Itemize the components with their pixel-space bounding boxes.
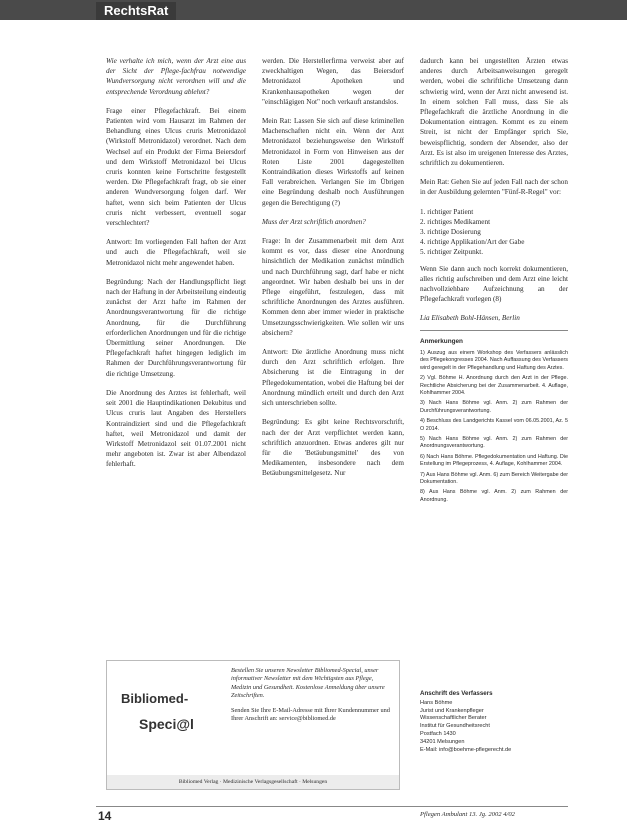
divider xyxy=(420,330,568,331)
notes-heading: Anmerkungen xyxy=(420,337,463,345)
author-line: Wissenschaftlicher Berater xyxy=(420,715,487,722)
page-number: 14 xyxy=(98,809,112,823)
paragraph: Begründung: Es gibt keine Rechtsvorschrift, nach der der Arzt verpflichtet werden kann, schriftlich anzuordnen. Etwas anderes gilt nur für die 'Betäubungsmittel' des von Medikamenten, insbesondere nach dem Betäubungsmittelgesetz. Nur xyxy=(262,418,404,478)
column-2 xyxy=(262,56,404,488)
list-item: 5. richtiger Zeitpunkt. xyxy=(420,248,484,257)
author-line: Jurist und Krankenpfleger xyxy=(420,707,484,714)
paragraph: werden. Die Herstellerfirma verweist aber auf zweckhaltigen Wegen, das Beiersdorf Metronidazol Apotheken und Krankenhausapotheken wegen der "einschlägigen Not" noch verkauft anstandslos. xyxy=(262,57,404,106)
author-line: Hans Böhme xyxy=(420,699,453,706)
list-item: 1. richtiger Patient xyxy=(420,207,474,216)
bibliomed-special-logo xyxy=(117,679,207,749)
logo-text-bottom: Speci@l xyxy=(139,716,194,732)
paragraph: Frage: In der Zusammenarbeit mit dem Arzt kommt es vor, dass dieser eine Anordnung hinsichtlich der Medikation zunächst mündlich und nach Durchführung sagt, darf habe er nicht angeordnet. Wir haben deshalb bei uns in der Pflege eingeführt, festzulegen, dass mit schriftliche Anordnungen des Arztes ausführen. Kommen denn aber immer wieder in praktische Umsetzungsschwierigkeiten. Wie sollen wir uns absichern? xyxy=(262,237,404,337)
list-item: 4. richtige Applikation/Art der Gabe xyxy=(420,238,525,247)
note-item: 1) Auszug aus einem Workshop des Verfassers anlässlich des Pflegekongresses 2004. Nach Auffassung des Verfassers wird geregelt in der Pflegehandlung und Haftung des Arztes. xyxy=(420,349,568,371)
journal-reference: Pflegen Ambulant 13. Jg. 2002 4/02 xyxy=(420,811,515,818)
author-line: 34201 Melsungen xyxy=(420,738,465,745)
paragraph: Frage einer Pflegefachkraft. Bei einem Patienten wird vom Hausarzt im Rahmen der Behandlung eines Ulcus cruris Metronidazol (Wirkstoff Metronidazol) verordnet. Nach dem Wechsel auf ein Produkt der Firma Beiersdorf und dem Wirkstoff Metronidazol bei Ulcus cruris konnten keine Fortschritte festgestellt werden. Die Pflegefachkraft fragt, ob sie einer anderen Wundversorgung folgen darf. Wer haftet, wenn sich beim Patienten der Ulcus cruris nicht verbessert, eventuell sogar verschlechtert? xyxy=(106,106,246,228)
author-line: Postfach 1430 xyxy=(420,730,456,737)
question-intro: Wie verhalte ich mich, wenn der Arzt eine aus der Sicht der Pflege-fachfrau notwendige Wundversorgung nicht verordnen will und die entsprechende Verordnung ablehnt? xyxy=(106,57,246,96)
notes-list xyxy=(420,350,568,504)
note-item: 4) Beschluss des Landgerichts Kassel vom 06.05.2001, Az. 5 O 2014. xyxy=(420,418,568,432)
section-title: RechtsRat xyxy=(96,2,176,20)
column-3 xyxy=(420,56,568,507)
note-item: 5) Nach Hans Böhme vgl. Anm. 2) zum Rahmen der Anordnungsverantwortung. xyxy=(420,435,568,450)
note-item: 2) Vgl. Böhme H. Anordnung durch den Arzt in der Pflege. Rechtliche Absicherung bei der Zusammenarbeit. 4. Auflage, Kohlhammer 2004. xyxy=(420,375,568,396)
note-item: 6) Nach Hans Böhme. Pflegedokumentation und Haftung. Die Erstellung im Pflegeprozess, 4. Auflage, Kohlhammer 2004. xyxy=(420,453,568,468)
paragraph: Begründung: Nach der Handlungspflicht liegt nach der Haftung in der Arbeitsteilung eindeutig zunächst der Arzt hafte im Rahmen der Anordnungsverantwortung für die richtige Anordnung, für die Durchführung erforderlichen Anordnungen und für die richtige Übermittlung seiner Anordnungen. Die Pflegefachkraft haftet hingegen lediglich im Rahmen der Durchführungsverantwortung für die richtige Umsetzung. xyxy=(106,277,246,378)
paragraph: Mein Rat: Gehen Sie auf jeden Fall nach der schon in der Ausbildung gelernten "Fünf-R-Regel" vor: xyxy=(420,178,568,197)
paragraph: dadurch kann bei ungestellten Ärzten etwas anderes durch Arbeitsanweisungen geregelt werden, wobei die schriftliche Umsetzung dann schwierig wird, wenn der Arzt nicht anwesend ist. In einem solchen Fall muss, dass Sie als Pflegefachkraft die ärztliche Anordnung in die Dokumentation eintragen. Kommt es zu einem Streit, ist nicht der Empfänger sprich Sie, beweispflichtig, sondern der Absender, also der Arzt. Es ist also im ureigenen Interesse des Arztes, schriftlich zu dokumentieren. xyxy=(420,57,568,168)
paragraph: Mein Rat: Lassen Sie sich auf diese kriminellen Machenschaften nicht ein. Wenn der Arzt Metronidazol beziehungsweise den Wirkstoff Metronidazol in Form von Hinweisen aus der Roten Liste 2001 dagegestellten Kontraindikation dieses Wirkstoffs auf keinen Fall verabreichen. Verlangen Sie im Übrigen eine Begründung deshalb noch Ausführungen gegen die Berechtigung (?) xyxy=(262,117,404,207)
paragraph: Die Anordnung des Arztes ist fehlerhaft, weil seit 2001 die Hauptindikationen Dekubitus und Ulcus cruris laut Angaben des Herstellers Kontraindiziert sind und die Pflegefachkraft haftet, weil Metronidazol und damit der Wirkstoff Metronidazol seit 01.07.2001 nicht mehr angeboten ist. Zwar ist aber Albendazol fehlerhaft. xyxy=(106,388,246,469)
paragraph: Antwort: Die ärztliche Anordnung muss nicht durch den Arzt schriftlich erfolgen. Ihre Absicherung ist die Eintragung in der Pflegedokumentation, wobei die Haftung bei der Anordnung mündlich erteilt und durch den Arzt sich unterschrieben sollte. xyxy=(262,348,404,408)
author-signature: Lia Elisabeth Bohl-Hänsen, Berlin xyxy=(420,314,520,323)
ad-text xyxy=(231,667,393,723)
note-item: 3) Nach Hans Böhme vgl. Anm. 2) zum Rahmen der Durchführungsverantwortung. xyxy=(420,400,568,414)
author-line: Institut für Gesundheitsrecht xyxy=(420,723,490,730)
paragraph: Antwort: Im vorliegenden Fall haften der Arzt und auch die Pflegefachkraft, weil sie Metronidazol nicht mehr angewendet haben. xyxy=(106,238,246,267)
footer-divider xyxy=(96,806,568,807)
ad-footer: Bibliomed Verlag · Medizinische Verlagsgesellschaft · Melsungen xyxy=(107,775,399,789)
note-item: 8) Aus Hans Böhme vgl. Anm. 2) zum Rahmen der Anordnung. xyxy=(420,489,568,503)
ad-text-contact: Senden Sie Ihre E-Mail-Adresse mit Ihrer Kundennummer und Ihrer Anschrift an: service@bibliomed.de xyxy=(231,706,390,723)
logo-text-top: Bibliomed- xyxy=(121,691,189,706)
list-item: 2. richtiges Medikament xyxy=(420,217,491,226)
subheading: Muss der Arzt schriftlich anordnen? xyxy=(262,217,366,226)
five-r-list xyxy=(420,207,568,258)
newsletter-ad xyxy=(106,660,400,790)
note-item: 7) Aus Hans Böhme vgl. Anm. 6) zum Bereich Weitergabe der Dokumentation. xyxy=(420,471,568,485)
ad-text-main: Bestellen Sie unseren Newsletter Bibliomed-Special, unser informativer Newsletter mit dem Wichtigsten aus Pflege, Medizin und Gesundheit. Kostenlose Anmeldung über unsere Zeitschriften. xyxy=(231,667,385,700)
author-heading: Anschrift des Verfassers xyxy=(420,690,493,697)
list-item: 3. richtige Dosierung xyxy=(420,228,481,237)
author-email: E-Mail: info@boehme-pflegerecht.de xyxy=(420,746,512,753)
header-bar xyxy=(0,0,627,20)
author-address xyxy=(420,690,568,754)
paragraph: Wenn Sie dann auch noch korrekt dokumentieren, alles richtig aufschreiben und dem Arzt eine leicht nachvollziehbare Aufzeichnung an der Pflegefachkraft vorlegen (8) xyxy=(420,264,568,304)
column-1 xyxy=(106,56,246,479)
